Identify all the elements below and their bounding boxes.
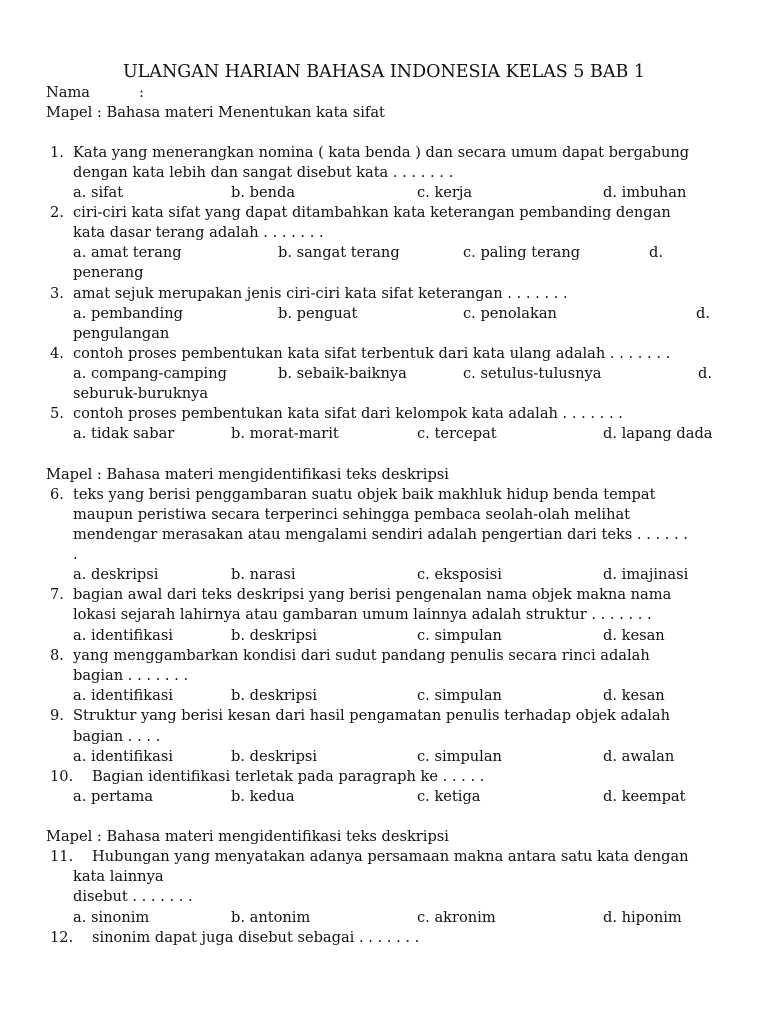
option-a: a. sinonim [73, 909, 150, 926]
question-text: bagian . . . . [73, 728, 161, 745]
option-b: b. deskripsi [231, 687, 318, 704]
option-d: d. [649, 244, 663, 261]
option-c: c. kerja [417, 184, 473, 201]
option-c: c. akronim [417, 909, 496, 926]
question-text: yang menggambarkan kondisi dari sudut pandang penulis secara rinci adalah [73, 647, 650, 664]
option-d: d. kesan [603, 687, 665, 704]
question-text: Struktur yang berisi kesan dari hasil pengamatan penulis terhadap objek adalah [73, 707, 670, 724]
question-text: bagian . . . . . . . [73, 667, 189, 684]
option-d: d. [698, 365, 712, 382]
option-b: b. kedua [231, 788, 295, 805]
question-text: amat sejuk merupakan jenis ciri-ciri kata sifat keterangan . . . . . . . [73, 285, 568, 302]
option-b: b. narasi [231, 566, 296, 583]
question-number: 8. [50, 647, 64, 664]
option-c: c. tercepat [417, 425, 497, 442]
question-number: 3. [50, 285, 64, 302]
question-text: Kata yang menerangkan nomina ( kata benda ) dan secara umum dapat bergabung [73, 144, 690, 161]
option-c: c. simpulan [417, 627, 502, 644]
document-title: ULANGAN HARIAN BAHASA INDONESIA KELAS 5 BAB 1 [122, 62, 646, 82]
option-d: d. lapang dada [603, 425, 713, 442]
option-d: d. keempat [603, 788, 686, 805]
question-number: 7. [50, 586, 64, 603]
option-a: a. tidak sabar [73, 425, 175, 442]
option-c: c. paling terang [463, 244, 581, 261]
question-number: 6. [50, 486, 64, 503]
option-d: d. [696, 305, 710, 322]
question-number: 9. [50, 707, 64, 724]
option-a: a. compang-camping [73, 365, 227, 382]
option-d-text: penerang [73, 264, 144, 281]
option-d: d. awalan [603, 748, 675, 765]
question-text: contoh proses pembentukan kata sifat terbentuk dari kata ulang adalah . . . . . . . [73, 345, 671, 362]
question-text: kata lainnya [73, 868, 164, 885]
option-a: a. deskripsi [73, 566, 159, 583]
option-b: b. benda [231, 184, 296, 201]
question-text: lokasi sejarah lahirnya atau gambaran umum lainnya adalah struktur . . . . . . . [73, 606, 652, 623]
option-b: b. sebaik-baiknya [278, 365, 407, 382]
option-b: b. morat-marit [231, 425, 339, 442]
question-text: Hubungan yang menyatakan adanya persamaan makna antara satu kata dengan [92, 848, 689, 865]
question-text: contoh proses pembentukan kata sifat dari kelompok kata adalah . . . . . . . [73, 405, 623, 422]
question-number: 1. [50, 144, 64, 161]
option-a: a. identifikasi [73, 687, 173, 704]
question-text: sinonim dapat juga disebut sebagai . . . . . . . [92, 929, 420, 946]
option-b: b. deskripsi [231, 748, 318, 765]
question-text: Bagian identifikasi terletak pada paragraph ke . . . . . [92, 768, 485, 785]
question-text: ciri-ciri kata sifat yang dapat ditambahkan kata keterangan pembanding dengan [73, 204, 671, 221]
option-d: d. hiponim [603, 909, 682, 926]
section-heading: Mapel : Bahasa materi mengidentifikasi teks deskripsi [46, 828, 449, 845]
option-a: a. sifat [73, 184, 124, 201]
question-number: 11. [50, 848, 74, 865]
section-heading: Mapel : Bahasa materi mengidentifikasi teks deskripsi [46, 466, 449, 483]
question-number: 4. [50, 345, 64, 362]
question-text: teks yang berisi penggambaran suatu objek baik makhluk hidup benda tempat [73, 486, 656, 503]
option-d: d. imbuhan [603, 184, 687, 201]
option-b: b. deskripsi [231, 627, 318, 644]
question-text: disebut . . . . . . . [73, 888, 193, 905]
option-d-text: pengulangan [73, 325, 170, 342]
option-d: d. kesan [603, 627, 665, 644]
nama-label: Nama [46, 84, 91, 101]
question-text: dengan kata lebih dan sangat disebut kata . . . . . . . [73, 164, 454, 181]
nama-colon: : [139, 84, 144, 101]
question-text: maupun peristiwa secara terperinci sehingga pembaca seolah-olah melihat [73, 506, 631, 523]
option-d-text: seburuk-buruknya [73, 385, 209, 402]
question-number: 2. [50, 204, 64, 221]
option-d: d. imajinasi [603, 566, 689, 583]
question-number: 5. [50, 405, 64, 422]
question-text: . [73, 546, 78, 563]
section-heading: Mapel : Bahasa materi Menentukan kata sifat [46, 104, 385, 121]
question-text: kata dasar terang adalah . . . . . . . [73, 224, 324, 241]
option-c: c. simpulan [417, 748, 502, 765]
option-c: c. ketiga [417, 788, 481, 805]
option-a: a. identifikasi [73, 748, 173, 765]
question-text: mendengar merasakan atau mengalami sendiri adalah pengertian dari teks . . . . . . [73, 526, 688, 543]
option-a: a. pembanding [73, 305, 183, 322]
option-c: c. simpulan [417, 687, 502, 704]
option-a: a. amat terang [73, 244, 182, 261]
option-b: b. penguat [278, 305, 358, 322]
option-a: a. pertama [73, 788, 154, 805]
question-text: bagian awal dari teks deskripsi yang berisi pengenalan nama objek makna nama [73, 586, 672, 603]
option-c: c. setulus-tulusnya [463, 365, 602, 382]
option-c: c. eksposisi [417, 566, 502, 583]
option-a: a. identifikasi [73, 627, 173, 644]
question-number: 12. [50, 929, 74, 946]
option-b: b. sangat terang [278, 244, 400, 261]
question-number: 10. [50, 768, 74, 785]
option-b: b. antonim [231, 909, 311, 926]
option-c: c. penolakan [463, 305, 557, 322]
